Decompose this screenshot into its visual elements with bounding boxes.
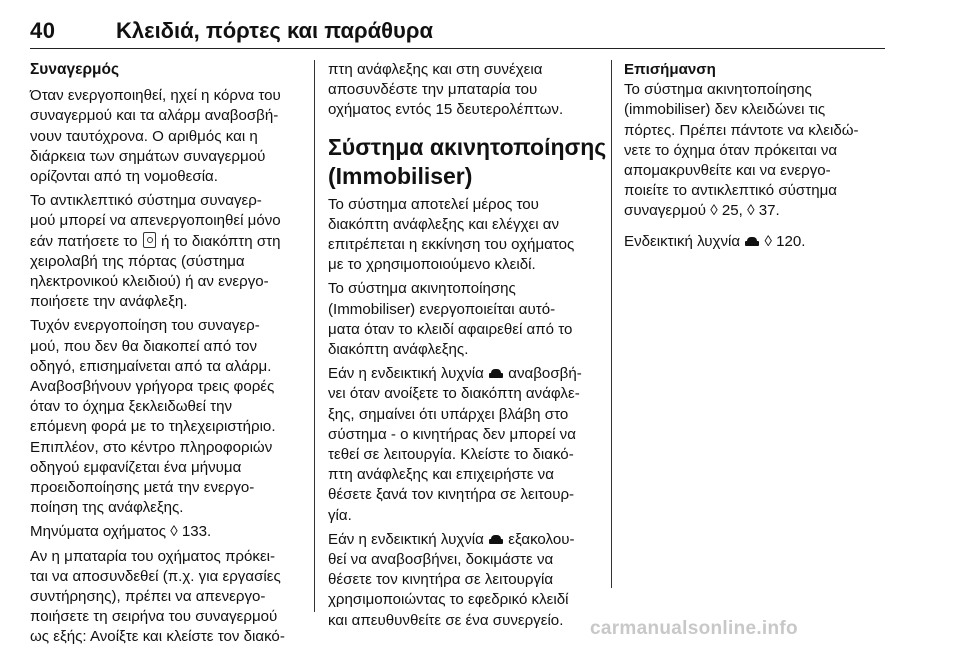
- chapter-title: Κλειδιά, πόρτες και παράθυρα: [116, 18, 433, 43]
- text-line: Το αντικλεπτικό σύστημα συναγερ-: [30, 192, 262, 210]
- text-line: ματα όταν το κλειδί αφαιρεθεί από το: [328, 320, 573, 338]
- text-line: διακόπτη ανάφλεξης.: [328, 341, 469, 359]
- paragraph: [328, 60, 600, 121]
- text-line: χρησιμοποιώντας το εφεδρικό κλειδί: [328, 591, 569, 609]
- text-line: μού μπορεί να απενεργοποιηθεί μόνο: [30, 212, 281, 230]
- text-line: γία.: [328, 506, 352, 524]
- text-line: ποιείτε το αντικλεπτικό σύστημα: [624, 182, 838, 200]
- text-line: πτη ανάφλεξης και στη συνέχεια: [328, 61, 543, 78]
- section-heading-immobiliser: [328, 133, 607, 191]
- text-line: ποίηση της ανάφλεξης.: [30, 499, 184, 517]
- text-line: διάρκεια των σημάτων συναγερμού: [30, 147, 266, 165]
- column-1: [30, 60, 302, 652]
- immobiliser-car-icon: [745, 237, 759, 247]
- text-line: επιτρέπεται η εκκίνηση του οχήματος: [328, 236, 575, 254]
- text-line: με το χρησιμοποιούμενο κλειδί.: [328, 256, 536, 274]
- text-line: (immobiliser) δεν κλειδώνει τις: [624, 101, 826, 119]
- remote-unlock-icon: [143, 232, 156, 248]
- text-line: όταν το όχημα ξεκλειδωθεί την: [30, 398, 233, 416]
- column-divider: [611, 60, 612, 588]
- text-line: ως εξής: Ανοίξτε και κλείστε τον διακό-: [30, 628, 285, 646]
- text-line: Αναβοσβήνουν γρήγορα τρεις φορές: [30, 378, 275, 396]
- text-line: και απευθυνθείτε σε ένα συνεργείο.: [328, 611, 564, 629]
- text-line: [328, 530, 600, 550]
- paragraph: [328, 195, 600, 276]
- text-line: προειδοποίησης μετά την ενεργο-: [30, 479, 255, 497]
- watermark: carmanualsonline.info: [590, 618, 798, 639]
- text-line: οδηγού εμφανίζεται ένα μήνυμα: [30, 458, 242, 476]
- note-heading: Επισήμανση: [624, 61, 716, 78]
- text-line: συναγερμού και τα αλάρμ αναβοσβή-: [30, 107, 279, 125]
- column-3: [624, 60, 886, 256]
- text-line: (Immobiliser) ενεργοποιείται αυτό-: [328, 300, 556, 318]
- text-line: πόρτες. Πρέπει πάντοτε να κλειδώ-: [624, 121, 859, 139]
- text-line: Όταν ενεργοποιηθεί, ηχεί η κόρνα του: [30, 87, 281, 105]
- text-line: τεθεί σε λειτουργία. Κλείστε το διακό-: [328, 446, 574, 464]
- text-line: Το σύστημα ακινητοποίησης: [624, 81, 812, 99]
- paragraph: [624, 232, 886, 252]
- text-line: Το σύστημα ακινητοποίησης: [328, 280, 516, 298]
- text-fragment: ◊ 120.: [760, 232, 806, 250]
- cross-reference: Μηνύματα οχήματος ◊ 133.: [30, 523, 212, 541]
- header-rule: [30, 48, 885, 49]
- immobiliser-car-icon: [489, 369, 503, 379]
- text-line: ται να αποσυνδεθεί (π.χ. για εργασίες: [30, 567, 281, 585]
- immobiliser-car-icon: [489, 535, 503, 545]
- text-line: σύστημα - ο κινητήρας δεν μπορεί να: [328, 425, 576, 443]
- paragraph: [328, 364, 600, 526]
- text-line: θέσετε ξανά τον κινητήρα σε λειτουρ-: [328, 486, 575, 504]
- text-line: Το σύστημα αποτελεί μέρος του: [328, 195, 539, 213]
- paragraph: [328, 530, 600, 631]
- text-line: [624, 232, 886, 252]
- text-line: Τυχόν ενεργοποίηση του συναγερ-: [30, 317, 260, 335]
- text-line: διακόπτη ανάφλεξης και ελέγχει αν: [328, 215, 560, 233]
- text-line: ποιήσετε την ανάφλεξη.: [30, 293, 188, 311]
- text-line: νετε το όχημα όταν πρόκειται να: [624, 141, 838, 159]
- text-line: οδηγό, επισημαίνεται από τα αλάρμ.: [30, 357, 272, 375]
- section-heading-alarm: Συναγερμός: [30, 61, 120, 78]
- page-header: [30, 10, 930, 48]
- text-line: [30, 232, 302, 252]
- heading-line: (Immobiliser): [328, 162, 473, 189]
- paragraph: [30, 547, 302, 648]
- text-line: οχήματος εντός 15 δευτερολέπτων.: [328, 101, 564, 119]
- text-fragment: εξακολου-: [504, 530, 575, 548]
- text-fragment: Ενδεικτική λυχνία: [624, 232, 745, 250]
- text-line: ηλεκτρονικού κλειδιού) ή αν ενεργο-: [30, 273, 269, 291]
- text-line: ορίζονται από τη νομοθεσία.: [30, 168, 218, 186]
- text-line: Επιπλέον, στο κέντρο πληροφοριών: [30, 438, 273, 456]
- paragraph: [30, 522, 302, 542]
- page-number: 40: [30, 18, 56, 43]
- text-line: θέσετε τον κινητήρα σε λειτουργία: [328, 571, 554, 589]
- text-line: Αν η μπαταρία του οχήματος πρόκει-: [30, 547, 276, 565]
- text-line: ξης, σημαίνει ότι υπάρχει βλάβη στο: [328, 405, 569, 423]
- text-line: συναγερμού ◊ 25, ◊ 37.: [624, 202, 780, 220]
- paragraph: [30, 191, 302, 312]
- heading-line: Σύστημα ακινητοποίησης: [328, 133, 607, 160]
- column-divider: [314, 60, 315, 612]
- note-box: [624, 60, 886, 222]
- text-fragment: ή το διακόπτη στη: [156, 232, 281, 250]
- text-fragment: εάν πατήσετε το: [30, 232, 142, 250]
- text-fragment: Εάν η ενδεικτική λυχνία: [328, 365, 489, 383]
- text-line: χειρολαβή της πόρτας (σύστημα: [30, 252, 245, 270]
- paragraph: [30, 86, 302, 187]
- text-line: θεί να αναβοσβήνει, δοκιμάστε να: [328, 551, 554, 569]
- paragraph: [328, 279, 600, 360]
- text-line: [328, 364, 600, 384]
- text-fragment: αναβοσβή-: [504, 365, 582, 383]
- text-line: ποιήσετε τη σειρήνα του συναγερμού: [30, 608, 278, 626]
- text-line: μού, που δεν θα διακοπεί από τον: [30, 337, 258, 355]
- text-line: αποσυνδέστε την μπαταρία του: [328, 81, 538, 99]
- text-line: νουν ταυτόχρονα. Ο αριθμός και η: [30, 127, 258, 145]
- text-line: απομακρυνθείτε και να ενεργο-: [624, 162, 831, 180]
- text-line: συντήρησης), πρέπει να απενεργο-: [30, 588, 266, 606]
- text-line: επόμενη φορά με το τηλεχειριστήριο.: [30, 418, 276, 436]
- text-line: νει όταν ανοίξετε το διακόπτη ανάφλε-: [328, 385, 580, 403]
- column-2: [328, 60, 607, 635]
- text-fragment: Εάν η ενδεικτική λυχνία: [328, 530, 489, 548]
- text-line: πτη ανάφλεξης και επιχειρήστε να: [328, 466, 554, 484]
- paragraph: [30, 316, 302, 518]
